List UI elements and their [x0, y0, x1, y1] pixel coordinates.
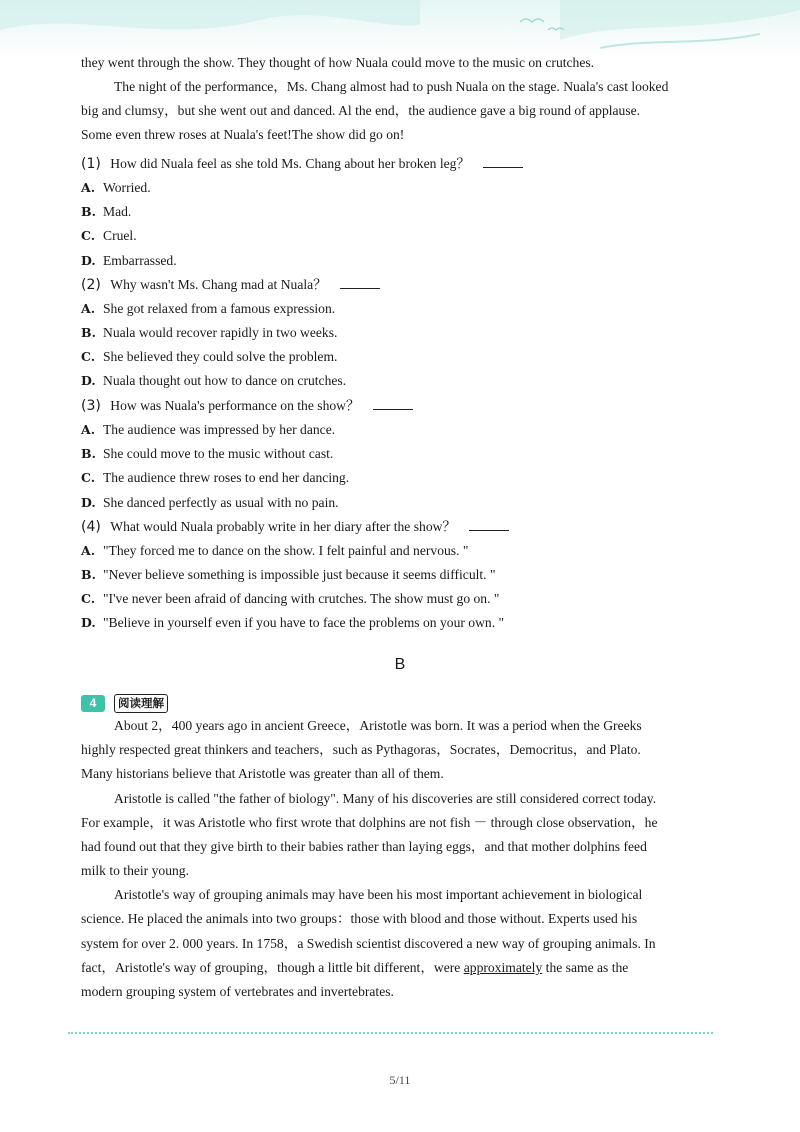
footer-divider	[68, 1032, 713, 1034]
passage-b-line-11	[81, 959, 628, 977]
question-number: (2)	[81, 277, 101, 293]
question-number: (1)	[81, 156, 101, 172]
option-text: Cruel.	[103, 228, 137, 243]
option-text: She got relaxed from a famous expression.	[103, 301, 336, 316]
passage-b-line-2: highly respected great thinkers and teachers，such as Pythagoras，Socrates，Democritus，and Plato.	[81, 742, 641, 757]
passage-b-line-8: Aristotle's way of grouping animals may have been his most important achievement in biological	[114, 887, 643, 902]
passage-a-line-4: Some even threw roses at Nuala's feet!The show did go on!	[81, 127, 405, 142]
option-1d	[81, 252, 177, 270]
passage-b-line-9: science. He placed the animals into two groups：those with blood and those without. Experts used his	[81, 911, 638, 926]
option-letter: C.	[81, 470, 96, 485]
option-4b	[81, 566, 496, 584]
option-text: Nuala thought out how to dance on crutches.	[103, 373, 347, 388]
option-letter: B.	[81, 204, 96, 219]
option-text: She danced perfectly as usual with no pain.	[103, 495, 339, 510]
option-2c	[81, 348, 337, 366]
option-text: Nuala would recover rapidly in two weeks.	[103, 325, 338, 340]
option-3b	[81, 445, 333, 463]
option-letter: D.	[81, 495, 96, 510]
option-4a	[81, 542, 468, 560]
passage-b-line-1: About 2，400 years ago in ancient Greece，Aristotle was born. It was a period when the Greeks	[114, 718, 642, 733]
question-number: (3)	[81, 398, 101, 414]
option-letter: A.	[81, 301, 96, 316]
passage-b-line-7: milk to their young.	[81, 863, 189, 878]
option-4c	[81, 590, 499, 608]
passage-a-line-1: they went through the show. They thought of how Nuala could move to the music on crutches.	[81, 55, 595, 70]
question-text: How was Nuala's performance on the show？	[110, 398, 360, 413]
underlined-word: approximately	[463, 960, 543, 975]
option-letter: A.	[81, 422, 96, 437]
answer-blank	[373, 398, 413, 410]
option-text: The audience threw roses to end her dancing.	[103, 470, 350, 485]
passage-b-line-3: Many historians believe that Aristotle was greater than all of them.	[81, 766, 444, 781]
option-1a	[81, 179, 151, 197]
option-text: Embarrassed.	[103, 253, 177, 268]
option-text: "I've never been afraid of dancing with crutches. The show must go on. "	[103, 591, 500, 606]
question-text: Why wasn't Ms. Chang mad at Nuala？	[110, 277, 327, 292]
option-3a	[81, 421, 335, 439]
option-letter: C.	[81, 349, 96, 364]
question-4	[81, 518, 509, 536]
option-letter: B.	[81, 567, 96, 582]
option-text: She believed they could solve the problem.	[103, 349, 338, 364]
passage-b-line-4: Aristotle is called "the father of biology". Many of his discoveries are still considered correct today.	[114, 791, 657, 806]
passage-b-line-5: For example，it was Aristotle who first wrote that dolphins are not fish － through close observation，he	[81, 815, 658, 830]
question-text: What would Nuala probably write in her diary after the show？	[110, 519, 457, 534]
question-type-badge: 阅读理解	[114, 694, 168, 713]
option-2d	[81, 372, 346, 390]
option-3c	[81, 469, 349, 487]
option-2b	[81, 324, 337, 342]
option-text: "Believe in yourself even if you have to face the problems on your own. "	[103, 615, 505, 630]
answer-blank	[469, 519, 509, 531]
passage-b-line-6: had found out that they give birth to their babies rather than laying eggs，and that mother dolphins feed	[81, 839, 647, 854]
banner-decoration	[0, 0, 800, 58]
option-letter: D.	[81, 615, 96, 630]
page-number: 5/11	[389, 1073, 411, 1087]
option-4d	[81, 614, 504, 632]
option-3d	[81, 494, 339, 512]
passage-a-line-2: The night of the performance，Ms. Chang almost had to push Nuala on the stage. Nuala's cast looked	[114, 79, 669, 94]
option-text: Mad.	[103, 204, 132, 219]
question-2	[81, 276, 380, 294]
line-text-after: the same as the	[542, 960, 629, 975]
option-text: Worried.	[103, 180, 151, 195]
option-letter: B.	[81, 325, 96, 340]
question-text: How did Nuala feel as she told Ms. Chang about her broken leg？	[110, 156, 471, 171]
answer-blank	[340, 277, 380, 289]
option-1b	[81, 203, 131, 221]
option-1c	[81, 227, 137, 245]
passage-b-line-12: modern grouping system of vertebrates and invertebrates.	[81, 984, 394, 999]
question-3	[81, 397, 413, 415]
option-letter: A.	[81, 543, 96, 558]
option-letter: B.	[81, 446, 96, 461]
option-letter: A.	[81, 180, 96, 195]
option-letter: D.	[81, 253, 96, 268]
option-letter: D.	[81, 373, 96, 388]
answer-blank	[483, 156, 523, 168]
line-text-before: fact，Aristotle's way of grouping，though a little bit different，were	[81, 960, 464, 975]
option-text: She could move to the music without cast.	[103, 446, 334, 461]
option-letter: C.	[81, 591, 96, 606]
option-2a	[81, 300, 335, 318]
passage-a-line-3: big and clumsy，but she went out and danced. Al the end，the audience gave a big round of applause.	[81, 103, 641, 118]
option-text: The audience was impressed by her dance.	[103, 422, 336, 437]
option-text: "Never believe something is impossible just because it seems difficult. "	[103, 567, 496, 582]
passage-b-line-10: system for over 2. 000 years. In 1758，a Swedish scientist discovered a new way of grouping animals. In	[81, 936, 656, 951]
option-text: "They forced me to dance on the show. I felt painful and nervous. "	[103, 543, 469, 558]
question-number: (4)	[81, 519, 101, 535]
question-number-badge: 4	[81, 695, 105, 712]
header-banner	[0, 0, 800, 58]
question-1	[81, 155, 523, 173]
section-title: B	[394, 656, 406, 673]
option-letter: C.	[81, 228, 96, 243]
